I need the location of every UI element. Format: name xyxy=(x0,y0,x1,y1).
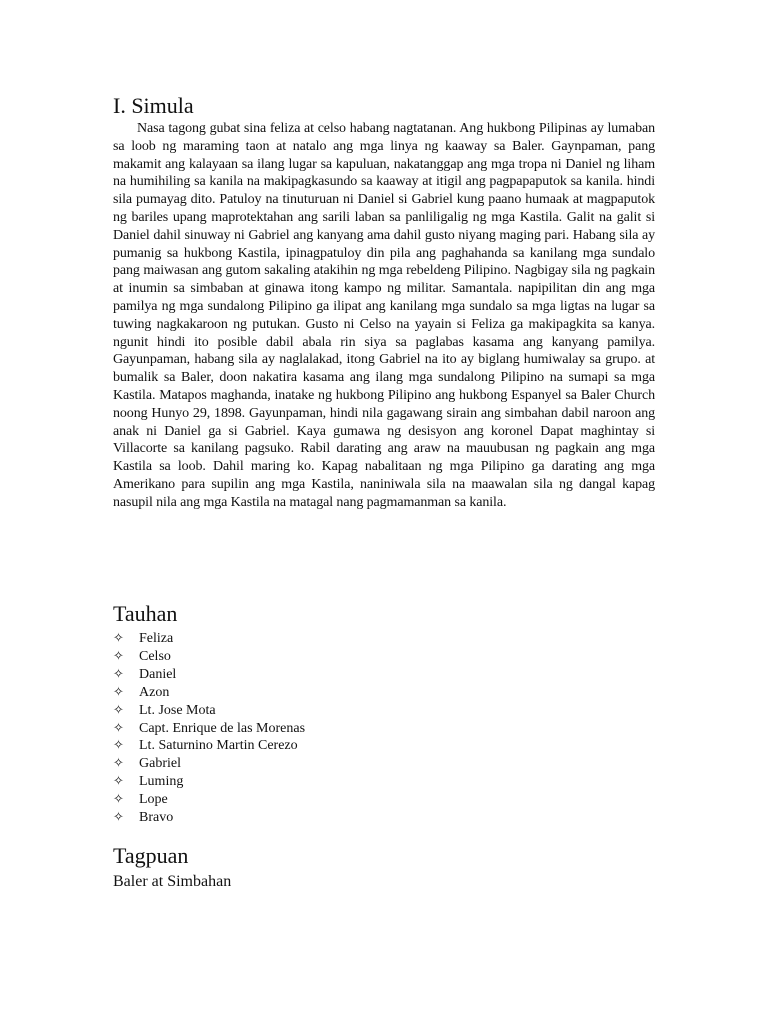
list-item xyxy=(113,630,655,648)
tagpuan-text: Baler at Simbahan xyxy=(113,873,232,890)
diamond-star-icon: ✧ xyxy=(113,810,124,826)
list-item xyxy=(113,737,655,755)
diamond-star-icon: ✧ xyxy=(113,702,124,718)
character-list xyxy=(113,630,655,827)
character-name: Lt. Saturnino Martin Cerezo xyxy=(139,738,298,754)
diamond-star-icon: ✧ xyxy=(113,631,124,646)
simula-section xyxy=(113,92,655,512)
tagpuan-heading: Tagpuan xyxy=(113,843,189,868)
list-item xyxy=(113,720,655,738)
list-item xyxy=(113,702,655,720)
character-name: Capt. Enrique de las Morenas xyxy=(139,720,306,736)
tagpuan-section xyxy=(113,842,655,892)
tauhan-heading: Tauhan xyxy=(113,601,178,626)
character-name: Gabriel xyxy=(139,756,181,772)
list-item xyxy=(113,755,655,773)
list-item xyxy=(113,666,655,684)
diamond-star-icon: ✧ xyxy=(113,756,124,772)
diamond-star-icon: ✧ xyxy=(113,720,124,736)
list-item xyxy=(113,773,655,791)
character-name: Lt. Jose Mota xyxy=(139,702,216,718)
character-name: Lope xyxy=(139,792,168,808)
tauhan-section xyxy=(113,600,655,827)
diamond-star-icon: ✧ xyxy=(113,792,124,808)
character-name: Celso xyxy=(139,648,171,664)
diamond-star-icon: ✧ xyxy=(113,684,124,700)
diamond-star-icon: ✧ xyxy=(113,774,124,790)
simula-heading: I. Simula xyxy=(113,93,194,118)
diamond-star-icon: ✧ xyxy=(113,738,124,754)
character-name: Azon xyxy=(139,684,170,700)
list-item xyxy=(113,809,655,827)
character-name: Feliza xyxy=(139,631,174,646)
list-item xyxy=(113,684,655,702)
diamond-star-icon: ✧ xyxy=(113,666,124,682)
simula-paragraph: Nasa tagong gubat sina feliza at celso habang nagtatanan. Ang hukbong Pilipinas ay lumaban sa loob ng maraming taon at natalo ang mga linya ng kaaway sa Baler. Gaynpaman, pang makamit ang kalayaan sa ilang lugar sa kapuluan, nakatanggap ang mga tropa ni Daniel ng liham na humihiling sa kanila na makipagkasundo sa kaaway at itigil ang pagpapaputok sa kanila. hindi sila pumayag dito. Patuloy na tinuturuan ni Daniel si Gabriel kung paano humaak at magpaputok ng bariles upang maprotektahan ang sarili laban sa panliligalig ng mga Kastila. Galit na galit si Daniel dahil sinuway ni Gabriel ang kanyang ama dahil gusto niyang maging pari. Habang sila ay pumanig sa hukbong Kastila, ipinagpatuloy din pila ang paghahanda sa kanilang mga sundalo pang maiwasan ang gutom sakaling atakihin ng mga rebeldeng Pilipino. Nagbigay sila ng pagkain at inumin sa simbaban at ginawa itong kampo ng militar. Samantala. napipilitan din ang mga pamilya ng mga sundalong Pilipino ga ilipat ang kanilang mga sundalo sa mga ligtas na lugar sa tuwing nagkakaroon ng putukan. Gusto ni Celso na yayain si Feliza ga makipagkita sa kanya. ngunit hindi ito posible dabil abala rin siya sa paglabas kasama ang kanyang pamilya. Gayunpaman, habang sila ay naglalakad, itong Gabriel na ito ay biglang humiwalay sa grupo. at bumalik sa Baler, doon nakatira kasama ang ilang mga sundalong Pilipino na sumapi sa mga Kastila. Matapos maghanda, inatake ng hukbong Pilipino ang hukbong Espanyel sa Baler Church noong Hunyo 29, 1898. Gayunpaman, hindi nila gagawang sirain ang simbahan dabil naroon ang anak ni Daniel ga si Gabriel. Kaya gumawa ng desisyon ang koronel Dapat maghintay si Villacorte sa kanilang pagsuko. Rabil darating ang araw na mauubusan ng pagkain ang mga Kastila sa loob. Dahil maring ko. Kapag nabalitaan ng mga Pilipino ga darating ang mga Amerikano para supilin ang mga Kastila, naniniwala sila na maawalan sila ng dangal kapag nasupil nila ang mga Kastila na matagal nang pagmamanman sa kanila. xyxy=(113,121,655,510)
character-name: Bravo xyxy=(139,810,174,826)
list-item xyxy=(113,648,655,666)
diamond-star-icon: ✧ xyxy=(113,648,124,664)
list-item xyxy=(113,791,655,809)
character-name: Daniel xyxy=(139,666,177,682)
character-name: Luming xyxy=(139,774,184,790)
